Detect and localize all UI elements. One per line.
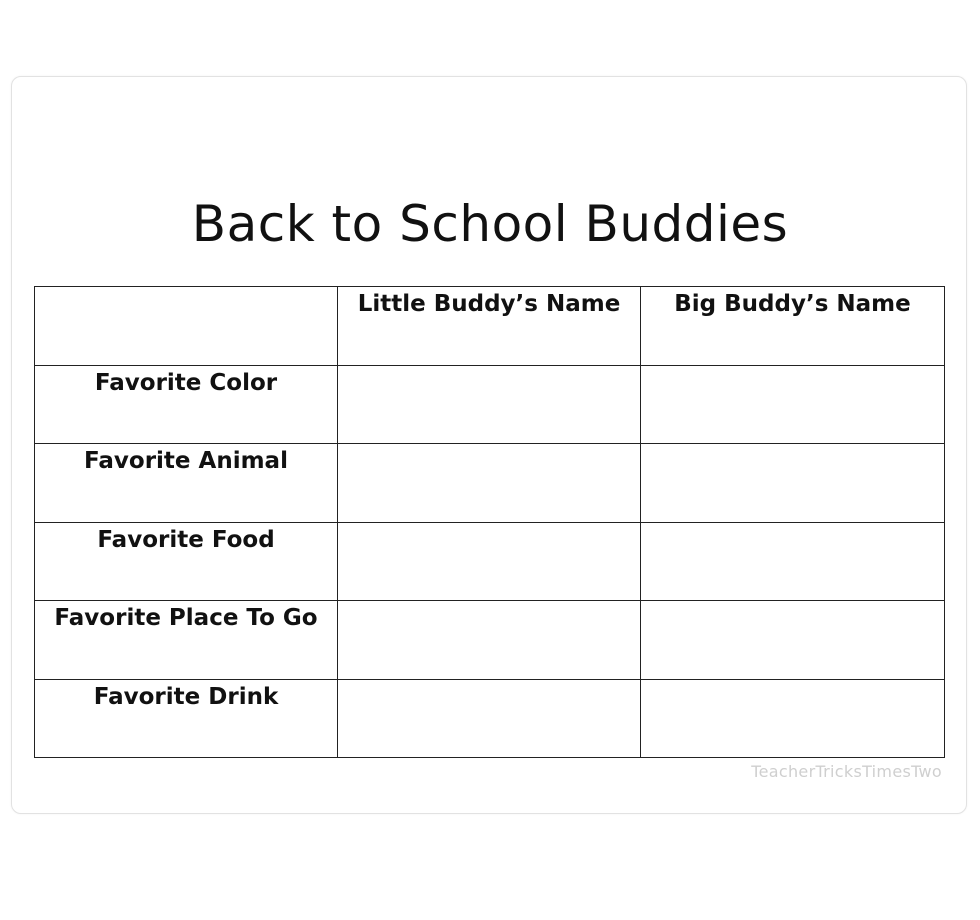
row-label: Favorite Animal — [35, 444, 338, 523]
header-big-buddy: Big Buddy’s Name — [641, 287, 945, 366]
header-corner-cell — [35, 287, 338, 366]
little-buddy-cell[interactable] — [338, 444, 641, 523]
watermark-text: TeacherTricksTimesTwo — [751, 762, 942, 781]
little-buddy-cell[interactable] — [338, 365, 641, 444]
little-buddy-cell[interactable] — [338, 679, 641, 758]
row-label: Favorite Drink — [35, 679, 338, 758]
big-buddy-cell[interactable] — [641, 679, 945, 758]
big-buddy-cell[interactable] — [641, 601, 945, 680]
table-row — [35, 444, 945, 523]
row-label: Favorite Color — [35, 365, 338, 444]
table-row — [35, 679, 945, 758]
table-row — [35, 365, 945, 444]
row-label: Favorite Food — [35, 522, 338, 601]
row-label: Favorite Place To Go — [35, 601, 338, 680]
table-header-row — [35, 287, 945, 366]
header-little-buddy: Little Buddy’s Name — [338, 287, 641, 366]
little-buddy-cell[interactable] — [338, 601, 641, 680]
page-title: Back to School Buddies — [191, 195, 789, 253]
table-row — [35, 522, 945, 601]
little-buddy-cell[interactable] — [338, 522, 641, 601]
big-buddy-cell[interactable] — [641, 444, 945, 523]
buddies-table — [34, 286, 945, 758]
table-row — [35, 601, 945, 680]
big-buddy-cell[interactable] — [641, 365, 945, 444]
big-buddy-cell[interactable] — [641, 522, 945, 601]
